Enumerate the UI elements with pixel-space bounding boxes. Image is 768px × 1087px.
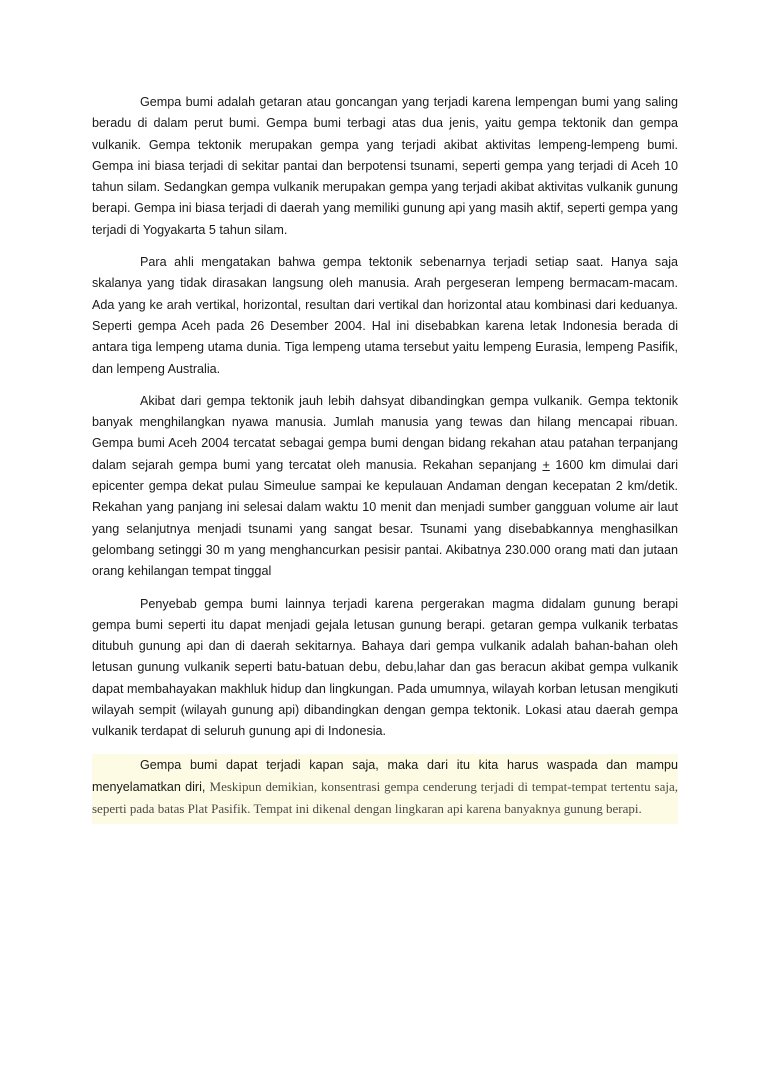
paragraph-tectonic-plates: Para ahli mengatakan bahwa gempa tektonik sebenarnya terjadi setiap saat. Hanya saja skalanya yang tidak dirasakan langsung oleh manusia. Arah pergeseran lempeng bermacam-macam. Ada yang ke arah vertikal, horizontal, resultan dari vertikal dan horizontal atau kombinasi dari keduanya. Seperti gempa Aceh pada 26 Desember 2004. Hal ini disebabkan karena letak Indonesia berada di antara tiga lempeng utama dunia. Tiga lempeng utama tersebut yaitu lempeng Eurasia, lempeng Pasifik, dan lempeng Australia. — [92, 255, 678, 376]
paragraph-tectonic-impact — [92, 391, 678, 583]
paragraph-earthquake-definition: Gempa bumi adalah getaran atau goncangan yang terjadi karena lempengan bumi yang saling beradu di dalam perut bumi. Gempa bumi terbagi atas dua jenis, yaitu gempa tektonik dan gempa vulkanik. Gempa tektonik merupakan gempa yang terjadi akibat aktivitas lempeng-lempeng bumi. Gempa ini biasa terjadi di sekitar pantai dan berpotensi tsunami, seperti gempa yang terjadi di Aceh 10 tahun silam. Sedangkan gempa vulkanik merupakan gempa yang terjadi akibat aktivitas vulkanik gunung berapi. Gempa ini biasa terjadi di daerah yang memiliki gunung api yang masih aktif, seperti gempa yang terjadi di Yogyakarta 5 tahun silam. — [92, 95, 678, 237]
impact-text-start: Akibat dari gempa tektonik jauh lebih dahsyat dibandingkan gempa vulkanik. Gempa tektonik banyak menghilangkan nyawa manusia. Jumlah manusia yang tewas dan hilang mencapai ribuan. Gempa bumi Aceh 2004 tercatat sebagai gempa bumi dengan bidang rekahan atau patahan terpanjang dalam sejarah gempa bumi yang tercatat oleh manusia. Rekahan sepanjang — [92, 393, 678, 472]
conclusion-text-serif: Meskipun demikian, konsentrasi gempa cenderung terjadi di tempat-tempat tertentu saja, seperti pada batas Plat Pasifik. Tempat ini dikenal dengan lingkaran api karena banyaknya gunung berapi. — [92, 778, 678, 817]
document-page — [92, 92, 678, 835]
paragraph-volcanic-earthquake: Penyebab gempa bumi lainnya terjadi karena pergerakan magma didalam gunung berapi gempa bumi seperti itu dapat menjadi gejala letusan gunung berapi. getaran gempa vulkanik terbatas ditubuh gunung api dan di daerah sekitarnya. Bahaya dari gempa vulkanik adalah bahan-bahan oleh letusan gunung vulkanik seperti batu-batuan debu, debu,lahar dan gas beracun akibat gempa vulkanik dapat membahayakan makhluk hidup dan lingkungan. Pada umumnya, wilayah korban letusan mengikuti wilayah sempit (wilayah gunung api) dibandingkan dengan gempa tektonik. Lokasi atau daerah gempa vulkanik terdapat di seluruh gunung api di Indonesia. — [92, 596, 678, 739]
impact-text-end: 1600 km dimulai dari epicenter gempa dekat pulau Simeulue sampai ke kepulauan Andaman dengan kecepatan 2 km/detik. Rekahan yang panjang ini selesai dalam waktu 10 menit dan menjadi sumber gangguan volume air laut yang selanjutnya menjadi tsunami yang sangat besar. Tsunami yang disebabkannya menghasilkan gelombang setinggi 30 m yang menghancurkan pesisir pantai. Akibatnya 230.000 orang mati dan jutaan orang kehilangan tempat tinggal — [92, 457, 679, 579]
conclusion-text-sans: Gempa bumi dapat terjadi kapan saja, maka dari itu kita harus waspada dan mampu menyelamatkan diri, — [92, 757, 678, 794]
plus-minus-symbol: + — [542, 457, 550, 472]
paragraph-highlighted-conclusion — [92, 754, 678, 824]
